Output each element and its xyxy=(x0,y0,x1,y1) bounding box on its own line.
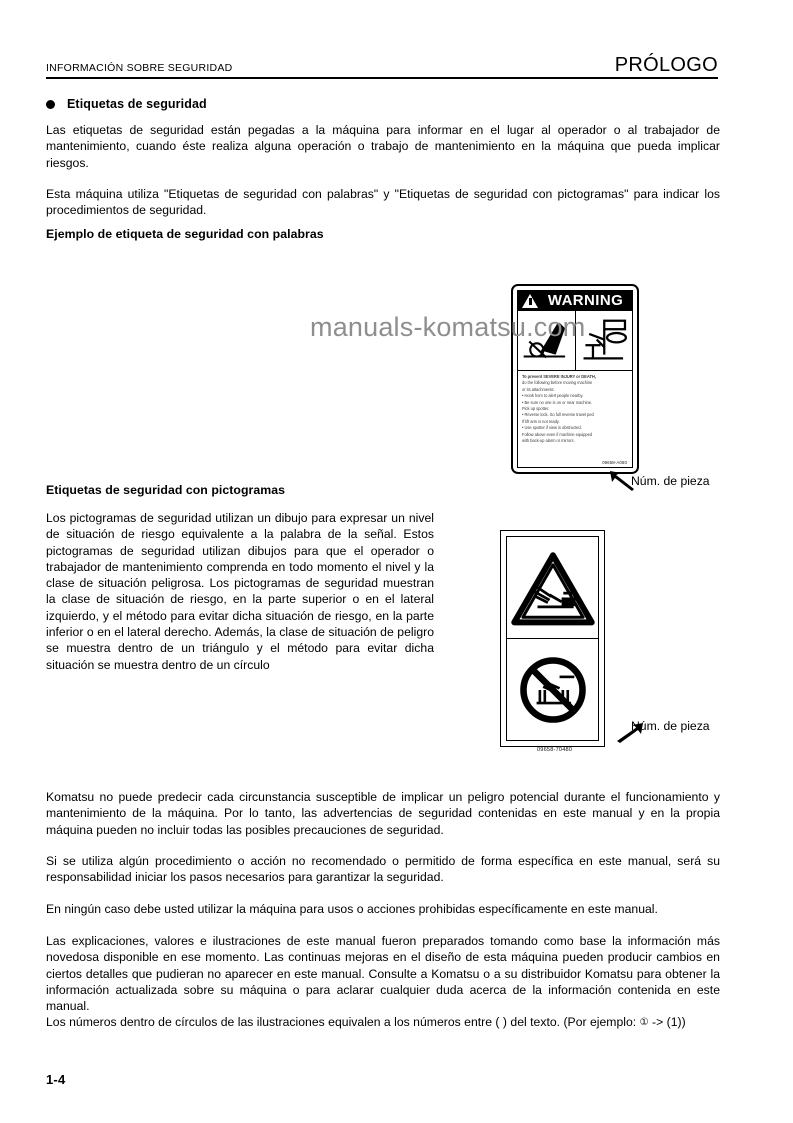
warning-body-line: Pick up spotter. xyxy=(522,406,550,412)
warning-body-line: • Use spotter if view is obstructed. xyxy=(522,425,582,431)
warning-body-text xyxy=(517,371,633,468)
warning-body-line: • Reverse lock. So full reverse travel ped xyxy=(522,412,594,418)
hazard-triangle-pictogram xyxy=(507,537,598,639)
bullet-dot-icon xyxy=(46,100,55,109)
section-heading xyxy=(46,97,207,111)
warning-body-line: To prevent SEVERE INJURY or DEATH, xyxy=(522,374,596,379)
header-section-title: INFORMACIÓN SOBRE SEGURIDAD xyxy=(46,62,233,75)
warning-body-line: • Honk horn to alert people nearby. xyxy=(522,393,584,399)
person-struck-icon xyxy=(575,311,633,370)
warning-triangle-icon xyxy=(522,294,538,308)
warning-body-line: or its attachments: xyxy=(522,386,555,392)
warning-body-line: with back-up alarm or mirrors. xyxy=(522,438,575,444)
circled-numbers-text-post: -> (1)) xyxy=(648,1015,686,1029)
warning-label-illustration xyxy=(511,284,639,474)
paragraph-explanations: Las explicaciones, valores e ilustraciones de este manual fueron preparados tomando como base la información más novedosa disponible en ese momento. Las continuas mejoras en el diseño de esta máquina pueden producir cambios en ciertos detalles que pudieran no aparecer en este manual. Consulte a Komatsu o a su distribuidor Komatsu para obtener la información actualizada sobre su máquina o para aclarar cualquier duda acerca de la información contenida en este manual. xyxy=(46,934,720,1014)
header-chapter-title: PRÓLOGO xyxy=(614,54,718,76)
paragraph-komatsu-disclaimer: Komatsu no puede predecir cada circunstancia susceptible de implicar un peligro potencial durante el funcionamiento y mantenimiento de la máquina. Por lo tanto, las advertencias de seguridad contenidas en este manual y en la propia máquina pueden no incluir todas las posibles precauciones de seguridad. xyxy=(46,790,720,837)
paragraph-circled-numbers xyxy=(46,1014,720,1031)
warning-body-line: • Be sure no one is on or near machine. xyxy=(522,399,593,405)
subheading-pictogram-labels: Etiquetas de seguridad con pictogramas xyxy=(46,483,286,497)
warning-part-number-callout: Núm. de pieza xyxy=(631,474,710,488)
prohibition-circle-pictogram xyxy=(507,639,598,753)
warning-body-line: Follow above even if machine equipped xyxy=(522,431,593,437)
page-header xyxy=(46,55,718,79)
circled-one-symbol: ① xyxy=(639,1017,649,1028)
page-number: 1-4 xyxy=(46,1072,66,1087)
paragraph-label-types: Esta máquina utiliza "Etiquetas de seguridad con palabras" y "Etiquetas de seguridad con pictogramas" para indicar los procedimientos de seguridad. xyxy=(46,187,720,218)
paragraph-responsibility: Si se utiliza algún procedimiento o acción no recomendado o permitido de forma específica en este manual, será su responsabilidad iniciar los pasos necesarios para garantizar la seguridad. xyxy=(46,854,720,885)
warning-pictogram-row xyxy=(517,311,633,371)
machine-reversing-icon xyxy=(518,311,575,370)
paragraph-safety-labels: Las etiquetas de seguridad están pegadas a la máquina para informar en el lugar al operador o al trabajador de mantenimiento, cuando éste realiza alguna operación o trabajo de mantenimiento en la máquina que pueda implicar riesgos. xyxy=(46,123,720,170)
circled-numbers-text-pre: Los números dentro de círculos de las ilustraciones equivalen a los números entre ( ) del texto. (Por ejemplo: xyxy=(46,1015,640,1029)
warning-signal-word: WARNING xyxy=(547,292,624,309)
subheading-word-labels: Ejemplo de etiqueta de seguridad con palabras xyxy=(46,227,324,241)
warning-body-line: If lift arm is not ready. xyxy=(522,418,560,424)
pictogram-label-frame xyxy=(506,536,599,753)
warning-label-part-number: 09658-A060 xyxy=(602,460,627,465)
pictogram-label-part-number: 09658-70480 xyxy=(537,747,573,753)
warning-body-line: do the following before moving machine xyxy=(522,380,593,386)
watermark-text: manuals-komatsu.com xyxy=(310,312,586,342)
paragraph-prohibited-uses: En ningún caso debe usted utilizar la máquina para usos o acciones prohibidas específicamente en este manual. xyxy=(46,902,658,916)
paragraph-pictograms: Los pictogramas de seguridad utilizan un dibujo para expresar un nivel de situación de riesgo equivalente a la palabra de la señal. Estos pictogramas de seguridad utilizan dibujos para que el operador o trabajador de mantenimiento comprenda en todo momento el nivel y la clase de situación peligrosa. Los pictogramas de seguridad muestran la clase de situación de riesgo, en la parte superior o en el lateral izquierdo, y el método para evitar dicha situación de riesgo, en la parte inferior o en el lateral derecho. Además, la clase de situación de peligro se muestra dentro de un triángulo y el método para evitar dicha situación se muestra dentro de un círculo xyxy=(46,511,434,672)
pictogram-part-number-callout: Núm. de pieza xyxy=(631,719,710,733)
section-heading-label: Etiquetas de seguridad xyxy=(67,97,207,111)
warning-banner xyxy=(517,290,633,311)
pictogram-label-illustration xyxy=(500,530,605,753)
